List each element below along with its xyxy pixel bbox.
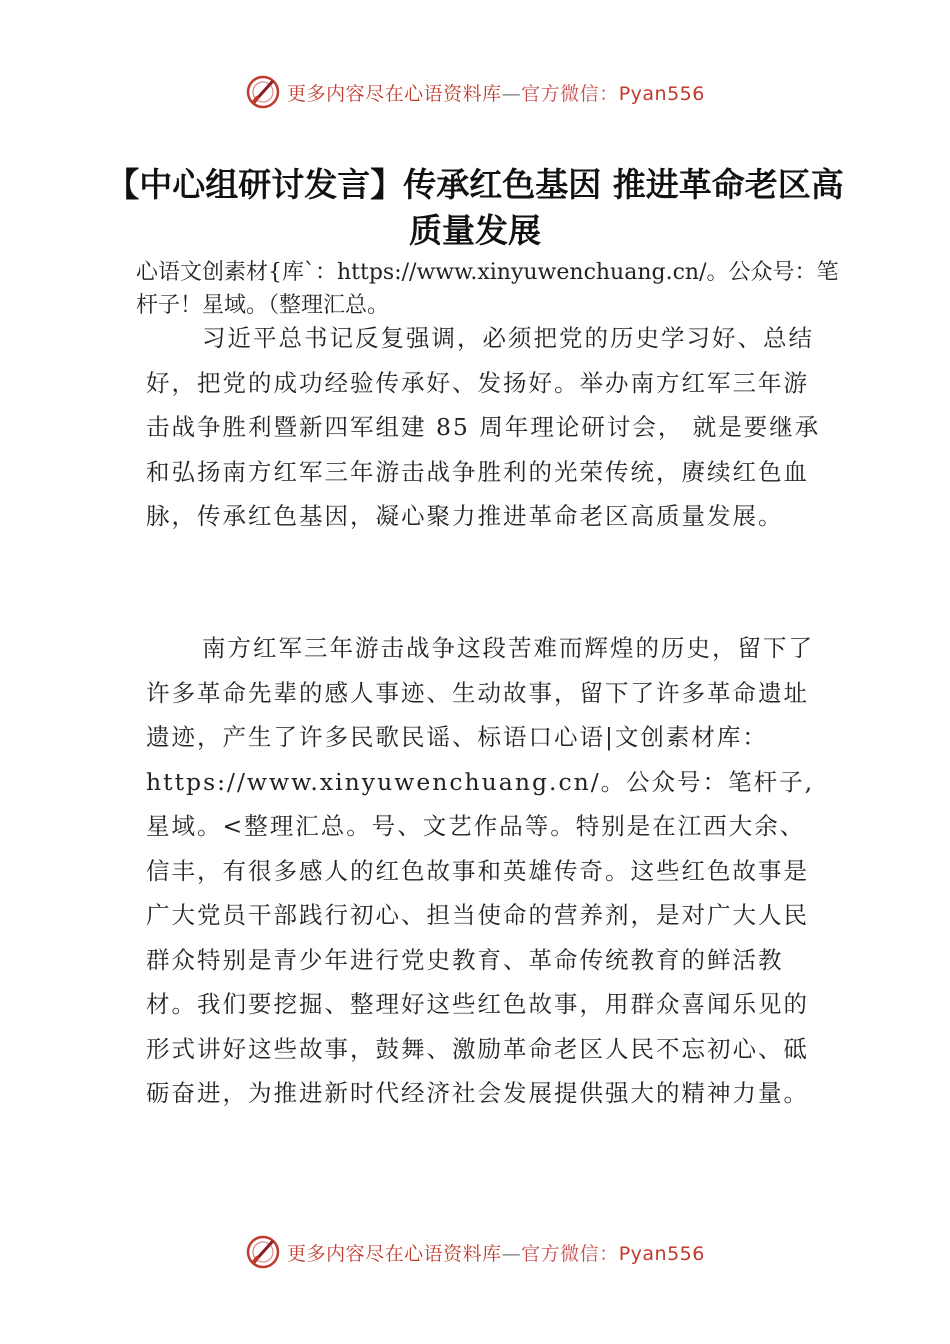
header-banner-wechat-id: Pyan556 xyxy=(618,82,705,105)
header-banner-dash: — xyxy=(501,82,522,105)
footer-banner-dash: — xyxy=(501,1242,522,1265)
header-banner xyxy=(0,72,950,112)
footer-banner-text xyxy=(287,1239,705,1266)
footer-banner xyxy=(0,1232,950,1272)
body-paragraph-1: 习近平总书记反复强调，必须把党的历史学习好、总结好，把党的成功经验传承好、发扬好。举办南方红军三年游击战争胜利暨新四军组建 85 周年理论研讨会， 就是要继承和弘扬南方红军三年游击战争胜利的光荣传统，赓续红色血脉，传承红色基因，凝心聚力推进革命老区高质量发展。 xyxy=(146,324,821,530)
body-paragraph-2: 南方红军三年游击战争这段苦难而辉煌的历史，留下了许多革命先辈的感人事迹、生动故事，留下了许多革命遗址遗迹，产生了许多民歌民谣、标语口心语|文创素材库：https://www.xinyuwenchuang.cn/。公众号：笔杆子,星域。<整理汇总。号、文艺作品等。特别是在江西大余、信丰，有很多感人的红色故事和英雄传奇。这些红色故事是广大党员干部践行初心、担当使命的营养剂，是对广大人民群众特别是青少年进行党史教育、革命传统教育的鲜活教材。我们要挖掘、整理好这些红色故事，用群众喜闻乐见的形式讲好这些故事，鼓舞、激励革命老区人民不忘初心、砥砺奋进，为推进新时代经济社会发展提供强大的精神力量。 xyxy=(146,634,815,1107)
header-banner-text xyxy=(287,79,705,106)
header-banner-slogan: 更多内容尽在心语资料库 xyxy=(287,82,502,105)
header-banner-official: 官方微信： xyxy=(521,82,619,105)
pen-circle-logo-icon xyxy=(245,74,281,110)
pen-circle-logo-icon xyxy=(245,1234,281,1270)
footer-banner-slogan: 更多内容尽在心语资料库 xyxy=(287,1242,502,1265)
page-title: 【中心组研讨发言】传承红色基因 推进革命老区高质量发展 xyxy=(106,165,844,250)
footer-banner-wechat-id: Pyan556 xyxy=(618,1242,705,1265)
footer-banner-official: 官方微信： xyxy=(521,1242,619,1265)
source-note: 心语文创素材{库`：https://www.xinyuwenchuang.cn/。公众号：笔杆子！星域。（整理汇总。 xyxy=(136,260,839,318)
